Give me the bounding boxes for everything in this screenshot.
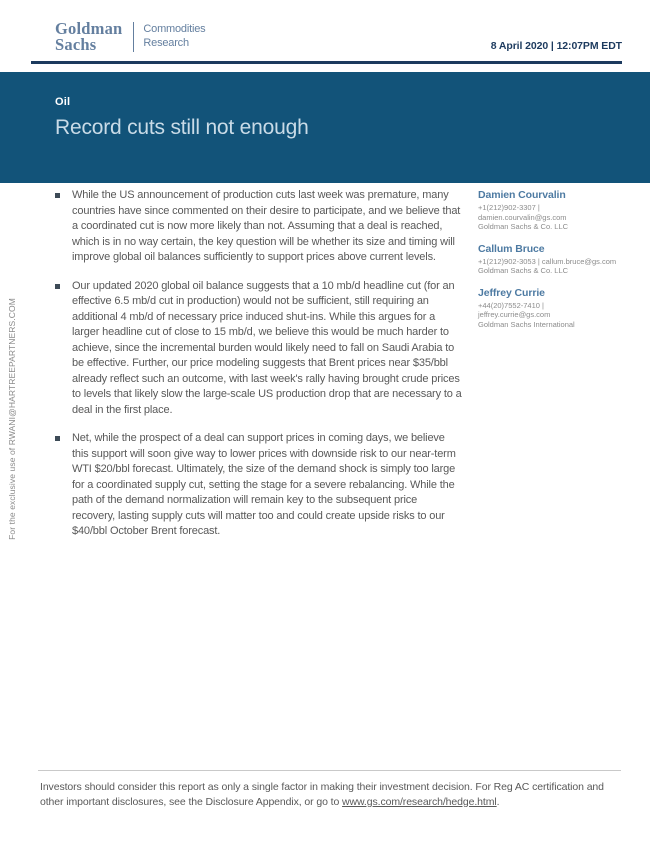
author-phone: +1(212)902-3307 | [478, 203, 540, 212]
author-email[interactable]: damien.courvalin@gs.com [478, 212, 567, 222]
title-banner [0, 72, 650, 183]
bullet-item [55, 431, 462, 540]
section-kicker: Oil [55, 96, 71, 108]
author-email[interactable]: jeffrey.currie@gs.com [478, 310, 551, 319]
division-line1: Commodities [143, 23, 206, 35]
author-block [478, 189, 638, 232]
author-block [478, 243, 638, 276]
author-phone-email[interactable]: +1(212)902-3053 | callum.bruce@gs.com [478, 256, 617, 266]
report-title: Record cuts still not enough [55, 116, 309, 139]
bullet-item [55, 279, 462, 419]
footer-rule [38, 770, 621, 771]
summary-bullet-list [55, 188, 462, 553]
division-name [143, 21, 205, 53]
author-company: Goldman Sachs & Co. LLC [478, 222, 569, 231]
goldman-sachs-logo [55, 21, 205, 53]
report-datetime: 8 April 2020 | 12:07PM EDT [490, 40, 622, 52]
disclosure-text: Investors should consider this report as only a single factor in making their investment decision. For Reg AC certification and other important disclosures, see the Disclosure Appendix, or go to [40, 781, 604, 808]
bullet-square-icon [55, 284, 60, 289]
bullet-square-icon [55, 436, 60, 441]
gs-wordmark [55, 21, 122, 53]
bullet-square-icon [55, 193, 60, 198]
logo-divider [133, 22, 134, 52]
disclosure-link[interactable]: www.gs.com/research/hedge.html [342, 795, 497, 808]
authors-panel [478, 189, 638, 340]
header-rule [31, 61, 622, 64]
author-name: Jeffrey Currie [478, 286, 545, 299]
author-block [478, 287, 638, 330]
author-name: Callum Bruce [478, 242, 545, 255]
exclusive-use-watermark: For the exclusive use of RWANI@HARTREEPARTNERS.COM [7, 298, 17, 540]
gs-wordmark-line1: Goldman [55, 19, 123, 38]
author-company: Goldman Sachs & Co. LLC [478, 266, 569, 275]
bullet-text: While the US announcement of production cuts last week was premature, many countries have since commented on their desire to participate, and we believe that a coordinated cut is now more likely than not. Assuming that a deal is reached, which is in no way certain, the key question will be whether its size and timing will improve global oil balances sufficiently to support prices above current levels. [72, 189, 461, 263]
bullet-text: Our updated 2020 global oil balance suggests that a 10 mb/d headline cut (for an effective 6.5 mb/d cut in production) would not be sufficient, still requiring an additional 4 mb/d of necessary price induced shut-ins. While this argues for a larger headline cut of close to 15 mb/d, we believe this would be much harder to achieve, since the incremental burden would likely need to fall on Saudi Arabia to be effective. Further, our price modeling suggests that Brent prices near $35/bbl already reflect such an outcome, with last week's rally having brought crude prices to levels that likely slow the large-scale US production drop that are necessary to a deal in the first place. [72, 279, 462, 416]
gs-wordmark-line2: Sachs [55, 35, 97, 54]
bullet-item [55, 188, 462, 266]
author-name: Damien Courvalin [478, 189, 566, 201]
author-phone: +44(20)7552-7410 | [478, 300, 544, 310]
author-company: Goldman Sachs International [478, 319, 575, 329]
division-line2: Research [143, 37, 189, 49]
disclosure-text-end: . [496, 795, 500, 808]
disclosure-footer [40, 780, 605, 809]
bullet-text: Net, while the prospect of a deal can support prices in coming days, we believe this support will soon give way to lower prices with downside risk to our near-term WTI $20/bbl forecast. Ultimately, the size of the demand shock is simply too large for a coordinated supply cut, setting the stage for a severe rebalancing. While the path of the demand normalization will remain key to the subsequent price recovery, lasting supply cuts will matter too and could create upside risks to our $40/bbl October Brent forecast. [72, 432, 456, 537]
